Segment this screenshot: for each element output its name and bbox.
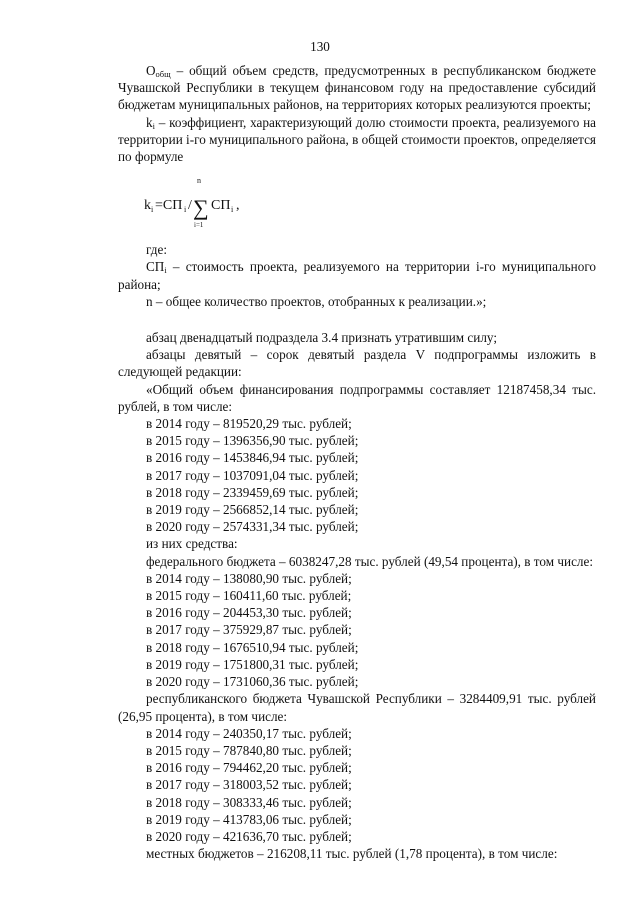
spacer	[118, 310, 596, 329]
formula-rhs-sub: i	[231, 205, 234, 215]
republic-intro: республиканского бюджета Чувашской Республики – 3284409,91 тыс. рублей (26,95 процента), в том числе:	[118, 691, 596, 724]
formula-rhs: СП	[211, 198, 231, 214]
list-item: в 2015 году – 787840,80 тыс. рублей;	[146, 742, 352, 758]
list-item: в 2016 году – 794462,20 тыс. рублей;	[146, 760, 352, 776]
list-item: в 2019 году – 2566852,14 тыс. рублей;	[146, 502, 359, 518]
n-definition: n – общее количество проектов, отобранных к реализации.»;	[146, 293, 487, 309]
oobsh-definition: $О_{общ}$ – общий объем средств, предусмотренных в республиканском бюджете Чувашской Республики в текущем финансовом году на предоставление субсидий бюджетам муниципальных районов, на территориях которых реализуются проекты;	[118, 63, 596, 113]
list-item: в 2019 году – 413783,06 тыс. рублей;	[146, 811, 352, 827]
amendment-paragraph-1: абзац двенадцатый подраздела 3.4 признать утратившим силу;	[146, 330, 497, 346]
list-item: в 2015 году – 160411,60 тыс. рублей;	[146, 588, 352, 604]
formula-lhs: k	[144, 198, 151, 214]
ki-formula	[118, 169, 596, 235]
list-item: в 2017 году – 1037091,04 тыс. рублей;	[146, 467, 359, 483]
local-intro: местных бюджетов – 216208,11 тыс. рублей (1,78 процента), в том числе:	[146, 846, 558, 862]
amendment-paragraph-3: «Общий объем финансирования подпрограммы составляет 12187458,34 тыс. рублей, в том числе:	[118, 381, 596, 414]
where-label: где:	[146, 242, 167, 258]
list-item: в 2018 году – 1676510,94 тыс. рублей;	[146, 639, 359, 655]
list-item: в 2016 году – 204453,30 тыс. рублей;	[146, 605, 352, 621]
total-years-list	[118, 415, 596, 535]
document-body	[118, 62, 596, 862]
list-item: в 2018 году – 308333,46 тыс. рублей;	[146, 794, 352, 810]
list-item: в 2020 году – 1731060,36 тыс. рублей;	[146, 674, 359, 690]
formula-sum-bottom: i=1	[194, 221, 204, 230]
list-item: в 2016 году – 1453846,94 тыс. рублей;	[146, 450, 359, 466]
list-item: в 2014 году – 138080,90 тыс. рублей;	[146, 570, 352, 586]
list-item: в 2020 году – 421636,70 тыс. рублей;	[146, 828, 352, 844]
formula-lhs-sub: i	[151, 205, 154, 215]
federal-years-list	[118, 570, 596, 690]
formula-tail: ,	[236, 198, 240, 214]
spi-definition: $СП_i$ – стоимость проекта, реализуемого на территории i-го муниципального района;	[118, 259, 596, 292]
formula-sum-sign: ∑	[193, 195, 209, 221]
list-item: в 2019 году – 1751800,31 тыс. рублей;	[146, 656, 359, 672]
page-number: 130	[310, 39, 330, 54]
formula-svg	[144, 169, 324, 235]
federal-intro: федерального бюджета – 6038247,28 тыс. рублей (49,54 процента), в том числе:	[146, 553, 594, 569]
formula-eq: =СП	[155, 198, 183, 214]
list-item: в 2014 году – 819520,29 тыс. рублей;	[146, 416, 352, 432]
formula-slash: /	[188, 198, 192, 214]
list-item: в 2014 году – 240350,17 тыс. рублей;	[146, 725, 352, 741]
amendment-paragraph-2: абзацы девятый – сорок девятый раздела V подпрограммы изложить в следующей редакции:	[118, 347, 596, 380]
list-item: в 2017 году – 318003,52 тыс. рублей;	[146, 777, 352, 793]
list-item: в 2017 году – 375929,87 тыс. рублей;	[146, 622, 352, 638]
formula-num-sub: i	[184, 205, 187, 215]
list-item: в 2015 году – 1396356,90 тыс. рублей;	[146, 433, 359, 449]
list-item: в 2018 году – 2339459,69 тыс. рублей;	[146, 484, 359, 500]
ki-definition: $k_i$ – коэффициент, характеризующий долю стоимости проекта, реализуемого на территории i-го муниципального района, в общей стоимости проектов, определяется по формуле	[118, 114, 596, 165]
list-item: в 2020 году – 2574331,34 тыс. рублей;	[146, 519, 359, 535]
from-them-label: из них средства:	[146, 536, 238, 552]
formula-sum-top: n	[197, 176, 201, 186]
republic-years-list	[118, 725, 596, 845]
